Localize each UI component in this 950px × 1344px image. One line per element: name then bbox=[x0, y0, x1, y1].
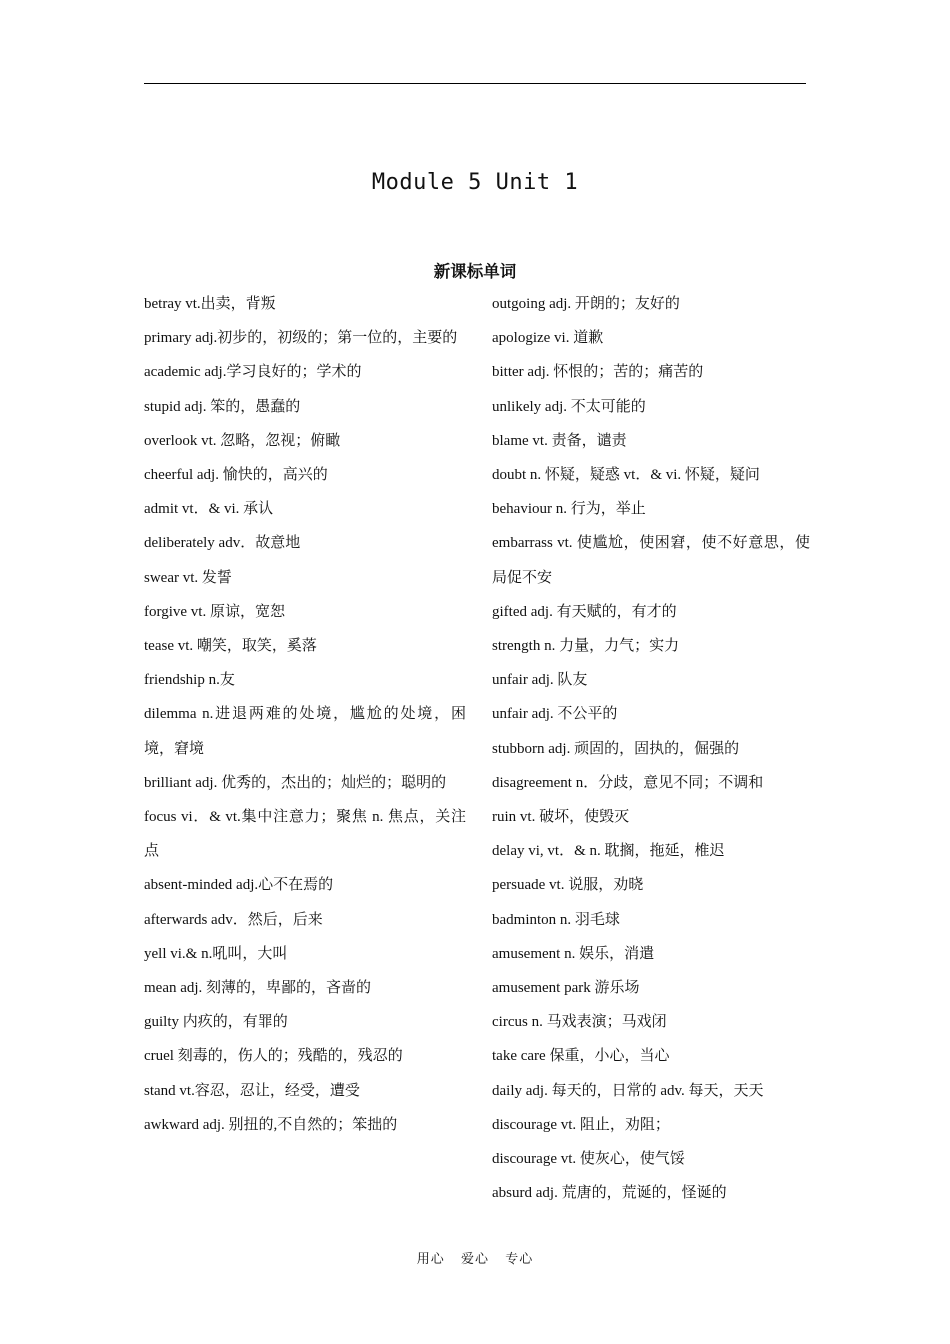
vocab-entry: stand vt.容忍，忍让，经受，遭受 bbox=[144, 1082, 360, 1099]
vocab-entry: disagreement n．分歧，意见不同；不调和 bbox=[492, 774, 764, 791]
vocab-entry: discourage vt. 使灰心，使气馁 bbox=[492, 1151, 685, 1168]
vocab-entry: outgoing adj. 开朗的；友好的 bbox=[492, 296, 680, 312]
section-heading: 新课标单词 bbox=[433, 262, 517, 281]
vocab-entry: stupid adj. 笨的，愚蠢的 bbox=[144, 398, 301, 415]
vocab-entry: unfair adj. 不公平的 bbox=[492, 706, 618, 723]
vocab-entry: dilemma n.进退两难的处境，尴尬的处境，困境，窘境 bbox=[144, 706, 466, 757]
vocab-entry: discourage vt. 阻止，劝阻； bbox=[492, 1116, 670, 1133]
header-rule bbox=[144, 83, 806, 84]
vocab-entry: yell vi.& n.吼叫，大叫 bbox=[144, 945, 288, 962]
vocab-entry: gifted adj. 有天赋的，有才的 bbox=[492, 603, 677, 620]
vocab-entry: friendship n.友 bbox=[144, 672, 235, 689]
vocab-entry: behaviour n. 行为，举止 bbox=[492, 501, 646, 518]
vocab-entry: admit vt．& vi. 承认 bbox=[144, 501, 274, 518]
vocab-entry: forgive vt. 原谅，宽恕 bbox=[144, 603, 285, 620]
vocab-entry: cruel 刻毒的，伤人的；残酷的，残忍的 bbox=[144, 1048, 403, 1065]
vocab-entry: unlikely adj. 不太可能的 bbox=[492, 398, 646, 415]
vocab-entry: badminton n. 羽毛球 bbox=[492, 911, 620, 928]
vocab-entry: absurd adj. 荒唐的，荒诞的，怪诞的 bbox=[492, 1185, 727, 1202]
vocab-entry: afterwards adv．然后，后来 bbox=[144, 911, 323, 928]
page-footer: 用心 爱心 专心 bbox=[416, 1251, 534, 1266]
vocab-entry: doubt n. 怀疑，疑惑 vt．& vi. 怀疑，疑问 bbox=[492, 467, 760, 484]
vocab-entry: focus vi．& vt.集中注意力；聚焦 n. 焦点，关注点 bbox=[144, 809, 466, 860]
vocab-entry: academic adj.学习良好的；学术的 bbox=[144, 364, 362, 381]
vocab-entry: amusement park 游乐场 bbox=[492, 980, 640, 997]
vocab-entry: blame vt. 责备，谴责 bbox=[492, 432, 627, 449]
vocab-entry: amusement n. 娱乐，消遣 bbox=[492, 945, 655, 962]
vocab-entry: absent-minded adj.心不在焉的 bbox=[144, 877, 334, 894]
vocab-entry: embarrass vt. 使尴尬，使困窘，使不好意思，使局促不安 bbox=[492, 535, 810, 586]
vocab-entry: circus n. 马戏表演；马戏闭 bbox=[492, 1014, 667, 1031]
page-title: Module 5 Unit 1 bbox=[371, 170, 579, 195]
vocab-entry: apologize vi. 道歉 bbox=[492, 330, 604, 347]
vocab-entry: take care 保重，小心，当心 bbox=[492, 1048, 670, 1065]
vocab-entry: betray vt.出卖，背叛 bbox=[144, 296, 276, 312]
vocab-entry: ruin vt. 破坏，使毁灭 bbox=[492, 809, 630, 826]
vocab-entry: deliberately adv．故意地 bbox=[144, 535, 301, 552]
vocab-entry: daily adj. 每天的，日常的 adv. 每天，天天 bbox=[492, 1082, 764, 1099]
vocab-entry: stubborn adj. 顽固的，固执的，倔强的 bbox=[492, 740, 740, 757]
vocab-entry: primary adj.初步的，初级的；第一位的，主要的 bbox=[144, 330, 458, 347]
vocab-entry: strength n. 力量，力气；实力 bbox=[492, 638, 680, 655]
vocab-column-left bbox=[144, 287, 466, 1142]
vocab-entry: awkward adj. 别扭的,不自然的；笨拙的 bbox=[144, 1116, 398, 1133]
vocab-entry: guilty 内疚的，有罪的 bbox=[144, 1014, 288, 1031]
vocab-entry: overlook vt. 忽略，忽视；俯瞰 bbox=[144, 432, 341, 449]
vocab-entry: swear vt. 发誓 bbox=[144, 569, 232, 586]
vocab-entry: tease vt. 嘲笑，取笑，奚落 bbox=[144, 638, 317, 655]
vocab-entry: bitter adj. 怀恨的；苦的；痛苦的 bbox=[492, 364, 704, 381]
vocab-column-right bbox=[492, 287, 810, 1210]
vocab-entry: brilliant adj. 优秀的，杰出的；灿烂的；聪明的 bbox=[144, 774, 447, 791]
vocab-entry: delay vi, vt．& n. 耽搁，拖延，椎迟 bbox=[492, 843, 725, 860]
vocab-entry: cheerful adj. 愉快的，高兴的 bbox=[144, 467, 328, 484]
vocab-entry: mean adj. 刻薄的，卑鄙的，吝啬的 bbox=[144, 980, 372, 997]
vocab-entry: persuade vt. 说服，劝晓 bbox=[492, 877, 644, 894]
vocab-entry: unfair adj. 队友 bbox=[492, 672, 588, 689]
